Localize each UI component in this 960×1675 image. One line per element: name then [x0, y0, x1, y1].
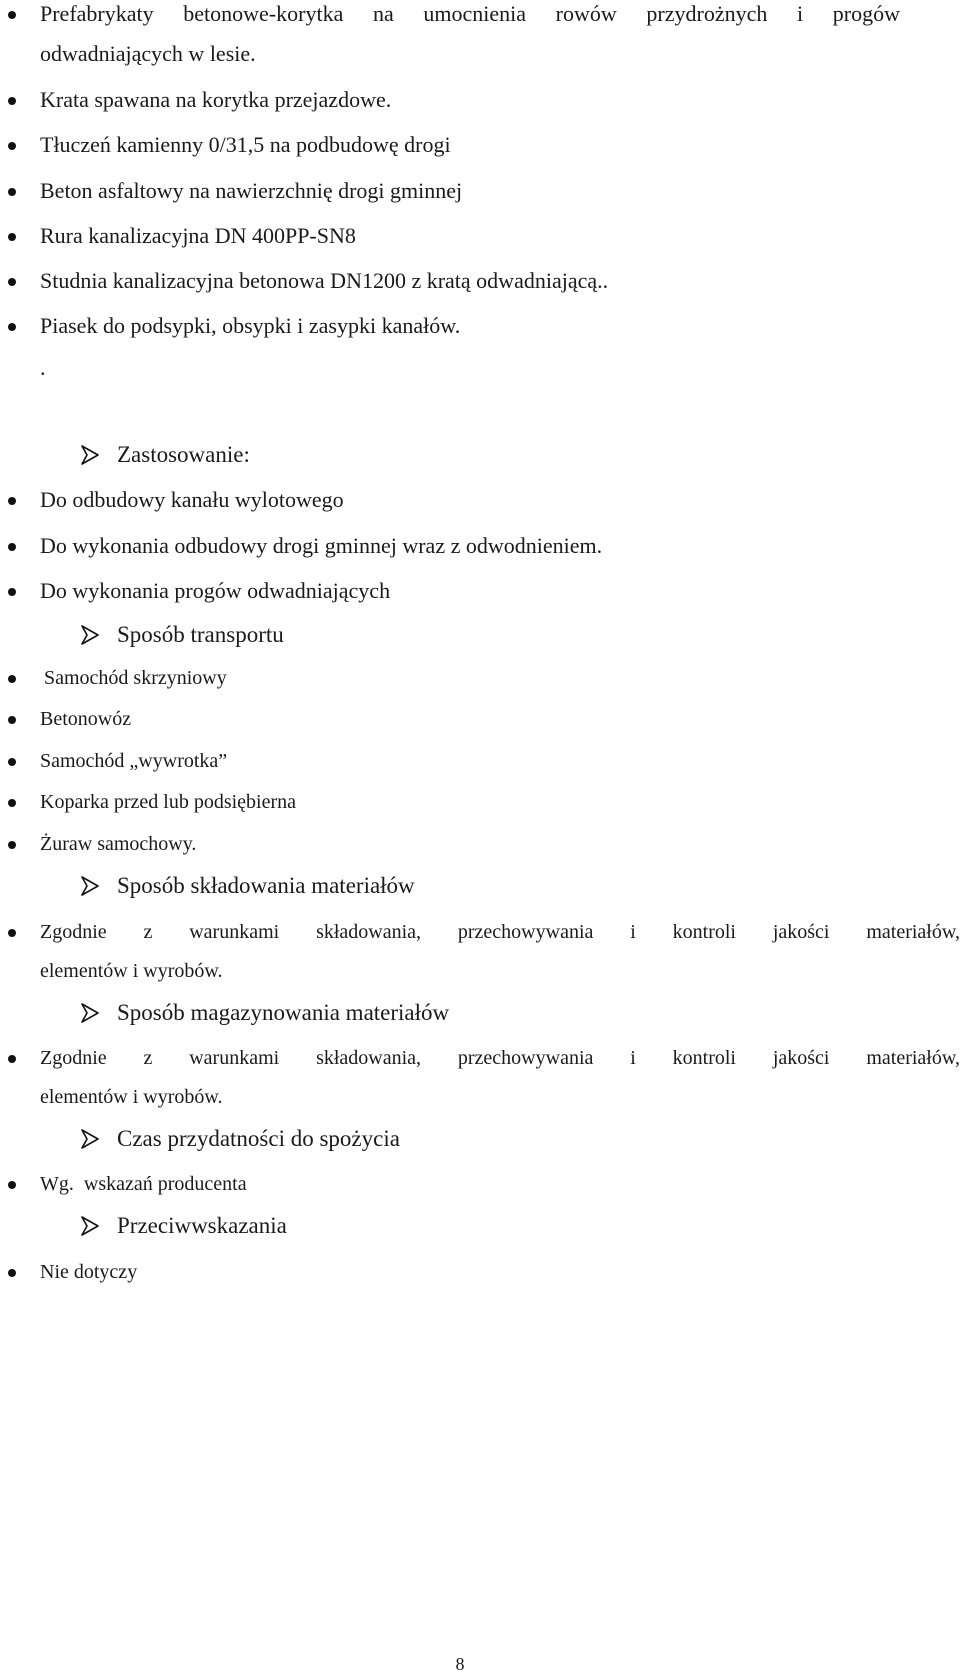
arrowhead-icon: [80, 1128, 100, 1150]
bullet-icon: [8, 1055, 16, 1063]
list-item-text: Krata spawana na korytka przejazdowe.: [40, 87, 392, 112]
bullet-icon: [8, 142, 16, 150]
section-heading-text: Sposób magazynowania materiałów: [117, 1000, 450, 1025]
bullet-icon: [8, 1181, 16, 1189]
list-item-text: Tłuczeń kamienny 0/31,5 na podbudowę drogi: [40, 132, 451, 157]
page-number: 8: [455, 1654, 465, 1674]
bullet-icon: [8, 675, 16, 683]
list-item-text: Beton asfaltowy na nawierzchnię drogi gminnej: [40, 178, 463, 203]
list-item-text: Wg. wskazań producenta: [40, 1173, 247, 1195]
bullet-icon: [8, 323, 16, 331]
arrowhead-icon: [80, 624, 100, 646]
list-item-text: Do wykonania odbudowy drogi gminnej wraz z odwodnieniem.: [40, 533, 603, 558]
section-heading-text: Sposób składowania materiałów: [117, 873, 415, 898]
section-heading-text: Zastosowanie:: [117, 442, 250, 467]
list-item-text: Żuraw samochowy.: [40, 833, 197, 855]
list-item-text: elementów i wyrobów.: [40, 1086, 223, 1108]
list-item-text: Do wykonania progów odwadniających: [40, 578, 391, 603]
bullet-icon: [8, 758, 16, 766]
list-item-text: Prefabrykaty betonowe-korytka na umocnienia rowów przydrożnych i progów: [40, 1, 900, 26]
list-item-text: elementów i wyrobów.: [40, 960, 223, 982]
list-item-text: Koparka przed lub podsiębierna: [40, 791, 297, 813]
list-item-text: Samochód skrzyniowy: [44, 667, 227, 689]
bullet-icon: [8, 497, 16, 505]
bullet-icon: [8, 588, 16, 596]
arrowhead-icon: [80, 875, 100, 897]
bullet-icon: [8, 188, 16, 196]
bullet-icon: [8, 278, 16, 286]
list-item-text: odwadniających w lesie.: [40, 41, 256, 66]
list-item-text: Rura kanalizacyjna DN 400PP-SN8: [40, 223, 356, 248]
list-item-text: Zgodnie z warunkami składowania, przechowywania i kontroli jakości materiałów,: [40, 1047, 960, 1069]
bullet-icon: [8, 11, 16, 19]
bullet-icon: [8, 543, 16, 551]
section-heading-text: Przeciwwskazania: [117, 1213, 287, 1238]
bullet-icon: [8, 97, 16, 105]
bullet-icon: [8, 233, 16, 241]
bullet-icon: [8, 799, 16, 807]
list-item-text: Zgodnie z warunkami składowania, przechowywania i kontroli jakości materiałów,: [40, 921, 960, 943]
list-item-text: Do odbudowy kanału wylotowego: [40, 487, 344, 512]
list-item-text: Nie dotyczy: [40, 1261, 138, 1283]
bullet-icon: [8, 716, 16, 724]
arrowhead-icon: [80, 1002, 100, 1024]
stray-period-text: .: [40, 355, 46, 380]
list-item-text: Piasek do podsypki, obsypki i zasypki kanałów.: [40, 313, 461, 338]
bullet-icon: [8, 929, 16, 937]
section-heading-text: Sposób transportu: [117, 622, 284, 647]
list-item-text: Samochód „wywrotka”: [40, 750, 228, 772]
arrowhead-icon: [80, 444, 100, 466]
arrowhead-icon: [80, 1215, 100, 1237]
list-item-text: Betonowóz: [40, 708, 132, 730]
bullet-icon: [8, 1269, 16, 1277]
bullet-icon: [8, 841, 16, 849]
section-heading-text: Czas przydatności do spożycia: [117, 1126, 400, 1151]
list-item-text: Studnia kanalizacyjna betonowa DN1200 z kratą odwadniającą..: [40, 268, 609, 293]
